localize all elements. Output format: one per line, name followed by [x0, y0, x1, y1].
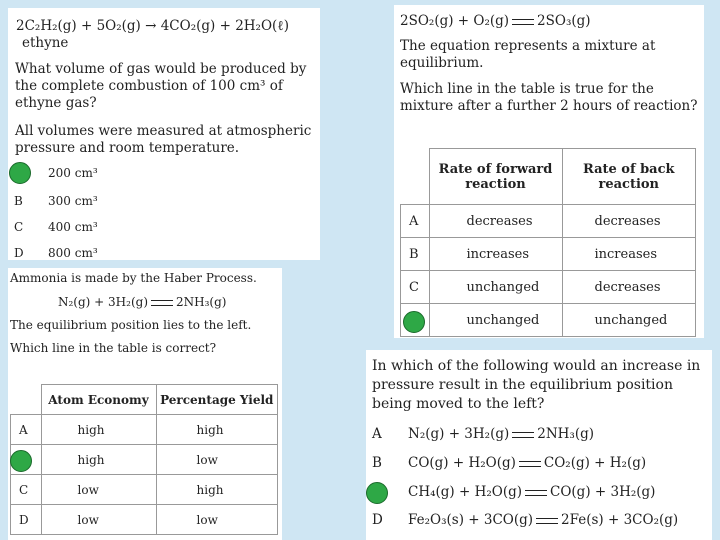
answer-table — [10, 384, 278, 535]
question-card-combustion — [8, 8, 320, 260]
equilibrium-arrow-icon — [536, 517, 558, 525]
option-a-text: 200 cm³ — [48, 166, 98, 180]
equation-sulfur: 2SO₂(g) + O₂(g) 2SO₃(g) — [400, 13, 591, 29]
table-row[interactable]: D low low — [11, 505, 278, 535]
equation-label-ethyne: ethyne — [22, 35, 69, 51]
question-text: In which of the following would an increase in pressure result in the equilibrium position being moved to the left? — [372, 358, 701, 412]
equilibrium-arrow-icon — [519, 460, 541, 468]
equilibrium-arrow-icon — [151, 299, 173, 307]
option-row[interactable]: CH₄(g) + H₂O(g) CO(g) + 3H₂(g) — [408, 484, 656, 500]
answer-table — [400, 148, 696, 337]
table-row[interactable]: C unchanged decreases — [401, 271, 696, 304]
table-header: Atom Economy — [41, 385, 156, 415]
equilibrium-arrow-icon — [512, 431, 534, 439]
option-row[interactable]: D Fe₂O₃(s) + 3CO(g) 2Fe(s) + 3CO₂(g) — [372, 512, 679, 528]
question-text: What volume of gas would be produced by the complete combustion of 100 cm³ of ethyne gas? — [15, 61, 307, 111]
option-row[interactable]: C — [14, 220, 24, 234]
answer-marker-icon — [10, 450, 32, 472]
equilibrium-arrow-icon — [525, 489, 547, 497]
statement-text: The equation represents a mixture at equilibrium. — [400, 38, 656, 71]
intro-text: Ammonia is made by the Haber Process. — [10, 271, 257, 285]
option-row[interactable]: B — [14, 194, 23, 208]
table-header: Rate of forward reaction — [429, 149, 562, 205]
equilibrium-arrow-icon — [512, 18, 534, 26]
question-card-equilibrium-rates — [394, 5, 704, 338]
equation-combustion: 2C₂H₂(g) + 5O₂(g) → 4CO₂(g) + 2H₂O(ℓ) — [16, 18, 290, 34]
question-text: Which line in the table is true for the mixture after a further 2 hours of reaction? — [400, 81, 698, 114]
question-card-pressure — [366, 350, 712, 540]
option-b-text: 300 cm³ — [48, 194, 98, 208]
option-row[interactable]: A N₂(g) + 3H₂(g) 2NH₃(g) — [372, 426, 595, 442]
table-row[interactable]: B increases increases — [401, 238, 696, 271]
table-row[interactable]: A decreases decreases — [401, 205, 696, 238]
statement-text: The equilibrium position lies to the left. — [10, 318, 252, 332]
answer-marker-icon — [9, 162, 31, 184]
question-note: All volumes were measured at atmospheric pressure and room temperature. — [15, 123, 312, 156]
answer-marker-icon — [366, 482, 388, 504]
option-d-text: 800 cm³ — [48, 246, 98, 260]
answer-marker-icon — [403, 311, 425, 333]
table-row[interactable]: A high high — [11, 415, 278, 445]
option-row[interactable]: D — [14, 246, 24, 260]
option-c-text: 400 cm³ — [48, 220, 98, 234]
table-row[interactable]: unchanged unchanged — [401, 304, 696, 337]
table-header: Percentage Yield — [156, 385, 278, 415]
table-row[interactable]: high low — [11, 445, 278, 475]
option-row[interactable]: B CO(g) + H₂O(g) CO₂(g) + H₂(g) — [372, 455, 647, 471]
question-text: Which line in the table is correct? — [10, 341, 217, 355]
table-header: Rate of back reaction — [562, 149, 696, 205]
equation-haber: N₂(g) + 3H₂(g) 2NH₃(g) — [58, 295, 227, 309]
table-row[interactable]: C low high — [11, 475, 278, 505]
question-card-haber — [8, 268, 282, 540]
